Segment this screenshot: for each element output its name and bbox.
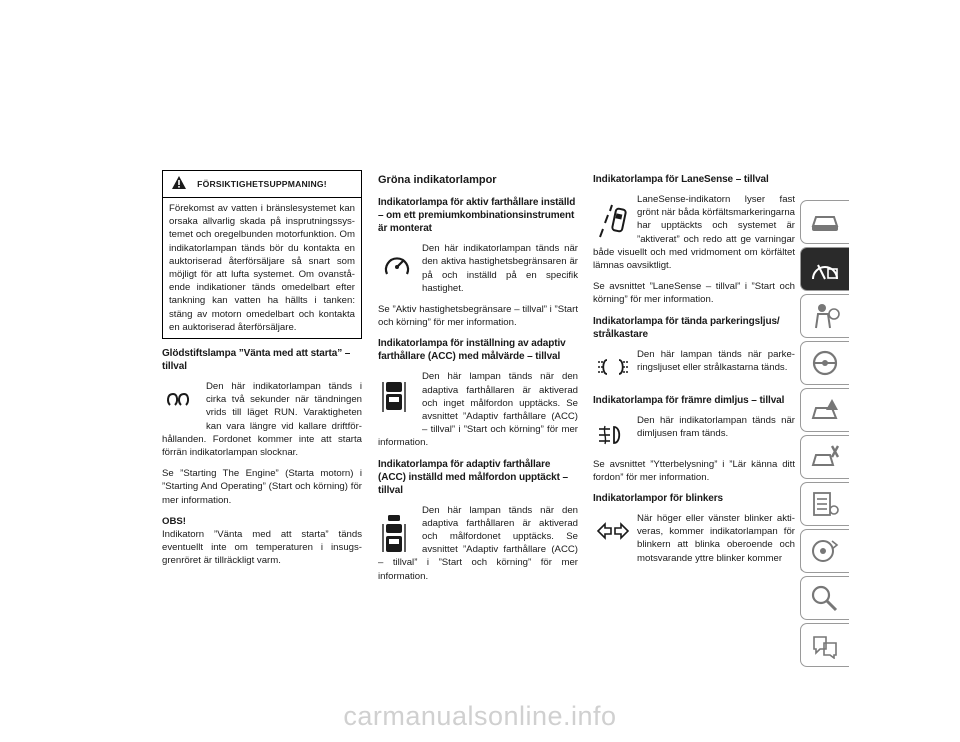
acc-set-icon (378, 370, 418, 426)
acc-target-heading: Indikatorlampa för adaptiv farthållare (ACC) inställd med målfordon upptäckt – tillval (378, 458, 569, 496)
speed-limiter-heading: Indikatorlampa för aktiv farthållare inställd – om ett premiumkombinationsinstrument är monterat (378, 197, 576, 235)
fog-lights-reference: Se avsnittet ”Ytterbelysning” i ”Lär känna ditt fordon” för mer information. (593, 458, 795, 483)
lanesense-heading: Indikatorlampa för LaneSense – tillval (593, 174, 769, 185)
language-icon[interactable] (800, 623, 849, 667)
parking-lights-heading: Indikatorlampa för tända parkeringsljus/ strålkastare (593, 315, 780, 340)
turn-signal-arrows-icon (593, 512, 633, 562)
warning-header (163, 171, 361, 198)
service-car-icon[interactable] (800, 435, 849, 479)
green-indicators-title: Gröna indikatorlampor (378, 174, 497, 186)
warning-title: FÖRSIKTIGHETSUPPMANING! (197, 179, 327, 189)
glow-plug-icon (162, 380, 202, 424)
lanesense-block (593, 193, 795, 272)
acc-set-text: Den här lampan tänds när den adaptiva farthållaren är aktiverad och inget målfordon upptäcks. Se avsnittet ”Adaptiv farthållare (ACC) – tillval” i ”Start och körning” för mer information. (378, 371, 578, 449)
speed-limiter-icon (378, 242, 418, 286)
search-index-icon[interactable] (800, 576, 849, 620)
fog-lights-block (593, 414, 795, 450)
fog-lights-heading: Indikatorlampa för främre dimljus – tillval (593, 394, 785, 406)
note-title: OBS! (162, 515, 186, 527)
right-column (593, 170, 795, 573)
multimedia-icon[interactable] (800, 529, 849, 573)
note-text: Indikatorn ”Vänta med att starta” tänds eventuellt inte om temperaturen i insugsgrenröret är tillräckligt varm. (162, 529, 362, 567)
car-front-icon[interactable] (800, 200, 849, 244)
watermark: carmanualsonline.info (343, 701, 617, 731)
fog-light-icon (593, 414, 633, 450)
left-column (162, 170, 362, 576)
steering-wheel-icon[interactable] (800, 341, 849, 385)
safety-airbag-icon[interactable] (800, 294, 849, 338)
dashboard-warning-icon[interactable] (800, 247, 849, 291)
acc-target-text: Den här lampan tänds när den adaptiva farthållaren är aktiverad och målfordonet upptäcks. Se avsnittet ”Adaptiv farthållare (ACC) – tillval” i ”Start och körning” för mer information. (378, 504, 578, 582)
parking-lights-block (593, 348, 795, 386)
parking-lights-text: Den här lampan tänds när parkeringsljuset eller strålkastarna tänds. (637, 348, 795, 373)
glow-plug-block (162, 380, 362, 459)
lanesense-reference: Se avsnittet ”LaneSense – tillval” i ”Start och körning” för mer information. (593, 281, 795, 306)
warning-box (162, 170, 362, 339)
emergency-car-icon[interactable] (800, 388, 849, 432)
acc-set-heading: Indikatorlampa för inställning av adaptiv farthållare (ACC) med målvärde – tillval (378, 338, 566, 363)
warning-text: Förekomst av vatten i bränslesystemet kan orsaka allvarlig skada på insprutningssystemet och oregelbunden motorfunktion. Om indikatorlampan tänds bör du kontakta en auktoriserad återförsäljare så snart som möjligt för att lufta systemet. Om ovanstående indikationer tänds omedelbart efter tankning kan vatten ha hällts i tanken: stäng av motorn omedelbart och kontakta en auktoriserad återförsäljare. (169, 203, 355, 333)
middle-column (378, 170, 578, 591)
acc-target-icon (378, 504, 418, 554)
starting-engine-reference: Se ”Starting The Engine” (Starta motorn) i ”Starting And Operating” (Start och körning) för mer information. (162, 468, 362, 506)
speed-limiter-text: Den här indikatorlampan tänds när den aktiva hastighetsbegränsaren är på och inställd på en specifik hastighet. (422, 243, 578, 294)
lanesense-icon (593, 193, 633, 241)
turn-signals-text: När höger eller vänster blinker aktiveras, kommer indikatorlampan för blinkern att blinka oberoende och motsvarande yttre blinker kommer (637, 513, 795, 564)
speed-limiter-block (378, 242, 578, 295)
acc-target-block (378, 504, 578, 583)
fog-lights-text: Den här indikatorlampan tänds när dimljusen fram tänds. (637, 414, 795, 439)
turn-signals-block (593, 512, 795, 565)
parking-lights-icon (593, 348, 633, 386)
speed-limiter-reference: Se ”Aktiv hastighetsbegränsare – tillval” i ”Start och körning” för mer information. (378, 304, 578, 329)
chapter-tabs (800, 200, 850, 670)
glow-plug-text: Den här indikatorlampan tänds i cirka två sekunder när tändningen vrids till läget RUN. Varaktigheten kan vara längre vid kallare driftförhållanden. Fordonet kommer inte att starta förrän indikatorlampan slocknar. (162, 381, 362, 459)
lanesense-text: LaneSense-indikatorn lyser fast grönt när båda körfältsmarkeringarna har upptäckts och systemet är ”aktiverat” och redo att ge varningar både visuellt och med vridmoment om körfältet lämnas oavsiktligt. (593, 194, 795, 272)
specifications-icon[interactable] (800, 482, 849, 526)
glow-plug-heading: Glödstiftslampa ”Vänta med att starta” – tillval (162, 348, 351, 373)
turn-signals-heading: Indikatorlampor för blinkers (593, 493, 724, 505)
acc-set-block (378, 370, 578, 449)
